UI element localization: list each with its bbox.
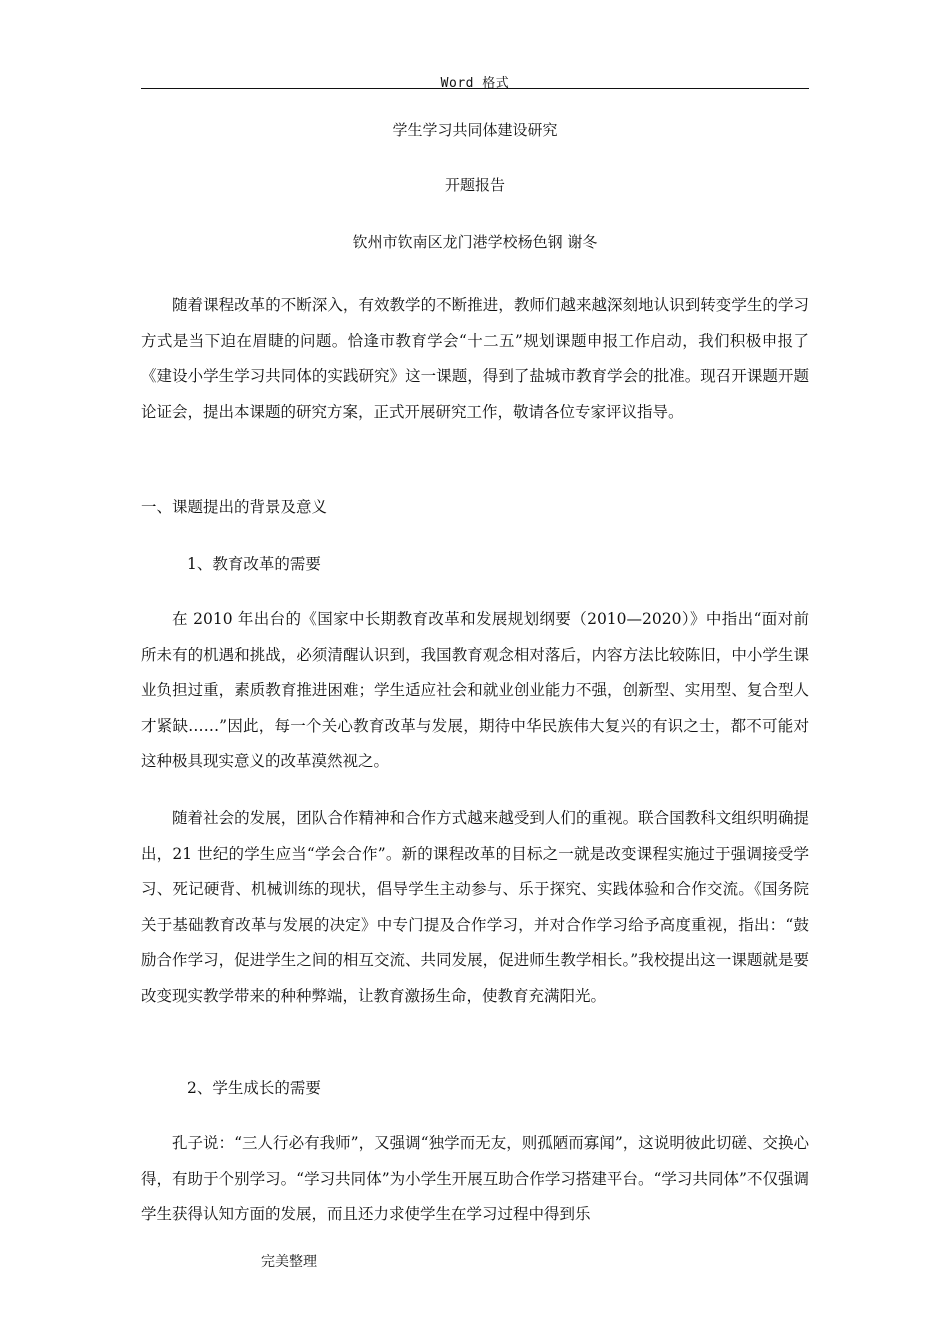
student-growth-paragraph: 孔子说：“三人行必有我师”，又强调“独学而无友，则孤陋而寡闻”，这说明彼此切磋、交换心得，有助于个别学习。“学习共同体”为小学生开展互助合作学习搭建平台。“学习共同体”不仅强调学生获得认知方面的发展，而且还力求使学生在学习过程中得到乐 bbox=[141, 1134, 809, 1224]
page-header-label: Word 格式 bbox=[440, 76, 510, 91]
document-authors: 钦州市钦南区龙门港学校杨色钢 谢冬 bbox=[352, 233, 598, 251]
page-footer-label: 完美整理 bbox=[261, 1254, 317, 1270]
education-reform-paragraph-2: 随着社会的发展，团队合作精神和合作方式越来越受到人们的重视。联合国教科文组织明确提出，21 世纪的学生应当“学会合作”。新的课程改革的目标之一就是改变课程实施过于强调接受学习、死记硬背、机械训练的现状，倡导学生主动参与、乐于探究、实践体验和合作交流。《国务院关于基础教育改革与发展的决定》中专门提及合作学习，并对合作学习给予高度重视，指出：“鼓励合作学习，促进学生之间的相互交流、共同发展，促进师生教学相长。”我校提出这一课题就是要改变现实教学带来的种种弊端，让教育激扬生命，使教育充满阳光。 bbox=[141, 809, 809, 1005]
document-subtitle: 开题报告 bbox=[444, 176, 505, 194]
header-divider bbox=[141, 88, 809, 89]
section-heading-background: 一、课题提出的背景及意义 bbox=[141, 498, 328, 516]
intro-paragraph: 随着课程改革的不断深入，有效教学的不断推进，教师们越来越深刻地认识到转变学生的学习方式是当下迫在眉睫的问题。恰逢市教育学会“十二五”规划课题申报工作启动，我们积极申报了《建设小学生学习共同体的实践研究》这一课题，得到了盐城市教育学会的批准。现召开课题开题论证会，提出本课题的研究方案，正式开展研究工作，敬请各位专家评议指导。 bbox=[141, 296, 809, 421]
education-reform-paragraph-1: 在 2010 年出台的《国家中长期教育改革和发展规划纲要（2010—2020）》中指出“面对前所未有的机遇和挑战，必须清醒认识到，我国教育观念相对落后，内容方法比较陈旧，中小学生课业负担过重，素质教育推进困难；学生适应社会和就业创业能力不强，创新型、实用型、复合型人才紧缺……”因此，每一个关心教育改革与发展，期待中华民族伟大复兴的有识之士，都不可能对这种极具现实意义的改革漠然视之。 bbox=[141, 610, 809, 771]
document-title: 学生学习共同体建设研究 bbox=[392, 121, 558, 139]
subsection-heading-education-reform: 1、教育改革的需要 bbox=[187, 555, 321, 573]
subsection-heading-student-growth: 2、学生成长的需要 bbox=[187, 1079, 321, 1097]
